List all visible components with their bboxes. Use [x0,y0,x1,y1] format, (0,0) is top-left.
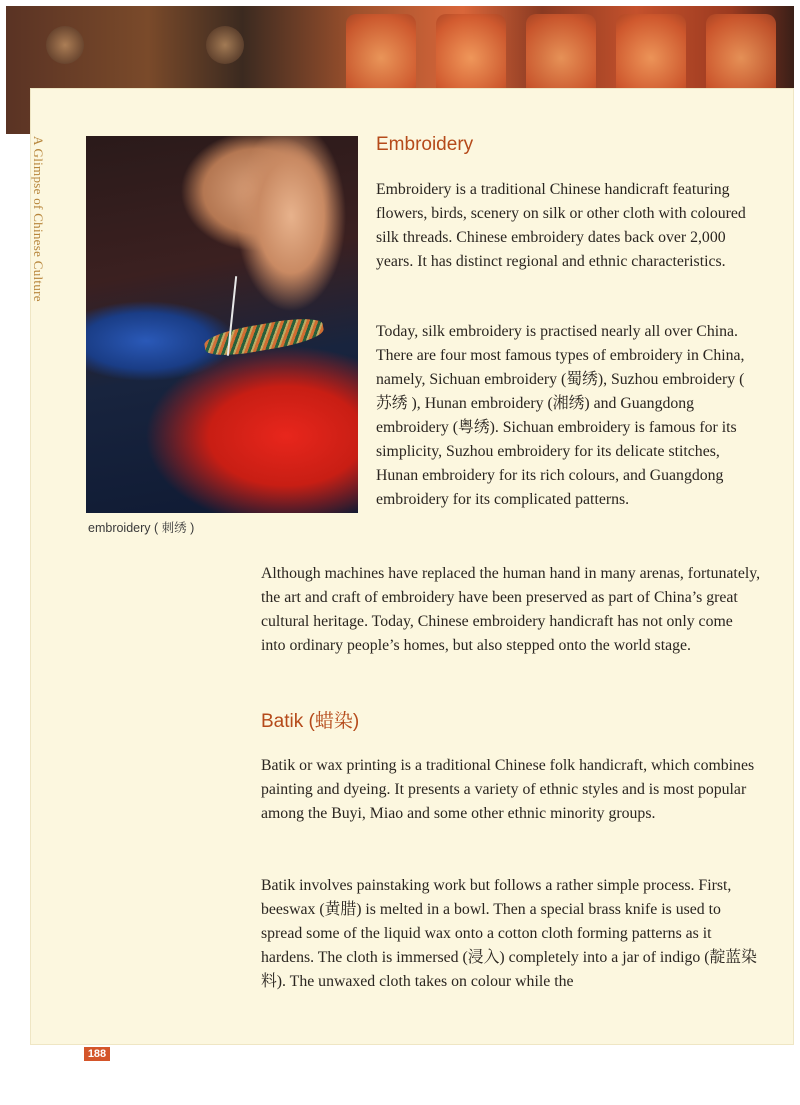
embroidery-pattern [203,314,326,360]
embroidery-photo [86,136,358,513]
photo-caption: embroidery ( 刺绣 ) [88,521,195,535]
batik-paragraph-1: Batik or wax printing is a traditional Chinese folk handicraft, which combines painting and dyeing. It presents a variety of ethnic styles and is most popular among the Buyi, Miao and some other ethnic minority groups. [261,757,755,822]
carved-ornament [206,26,244,64]
page-number: 188 [84,1047,110,1061]
section-heading-embroidery: Embroidery [376,134,474,155]
running-title: A Glimpse of Chinese Culture [31,136,46,302]
section-heading-batik: Batik (蜡染) [261,711,360,732]
batik-paragraph-2: Batik involves painstaking work but follows a rather simple process. First, beeswax (黄腊) is melted in a bowl. Then a special brass knife is used to spread some of the liquid wax onto a cotton cloth forming patterns as it hardens. The cloth is immersed (浸入) completely into a jar of indigo (靛蓝染料). The unwaxed cloth takes on colour while the [261,877,757,990]
embroidery-paragraph-2: Today, silk embroidery is practised nearly all over China. There are four most famous types of embroidery in China, namely, Sichuan embroidery (蜀绣), Suzhou embroidery ( 苏绣 ), Hunan embroidery (湘绣) and Guangdong embroidery (粤绣). Sichuan embroidery is famous for its simplicity, Suzhou embroidery for its delicate stitches, Hunan embroidery for its rich colours, and Guangdong embroidery for its complicated patterns. [376,323,745,508]
carved-ornament [46,26,84,64]
embroidery-paragraph-1: Embroidery is a traditional Chinese handicraft featuring flowers, birds, scenery on silk or other cloth with coloured silk threads. Chinese embroidery dates back over 2,000 years. It has distinct regional and ethnic characteristics. [376,181,746,270]
embroidery-paragraph-3: Although machines have replaced the human hand in many arenas, fortunately, the art and craft of embroidery have been preserved as part of China’s great cultural heritage. Today, Chinese embroidery handicraft has not only come into ordinary people’s homes, but also stepped onto the world stage. [261,565,761,654]
